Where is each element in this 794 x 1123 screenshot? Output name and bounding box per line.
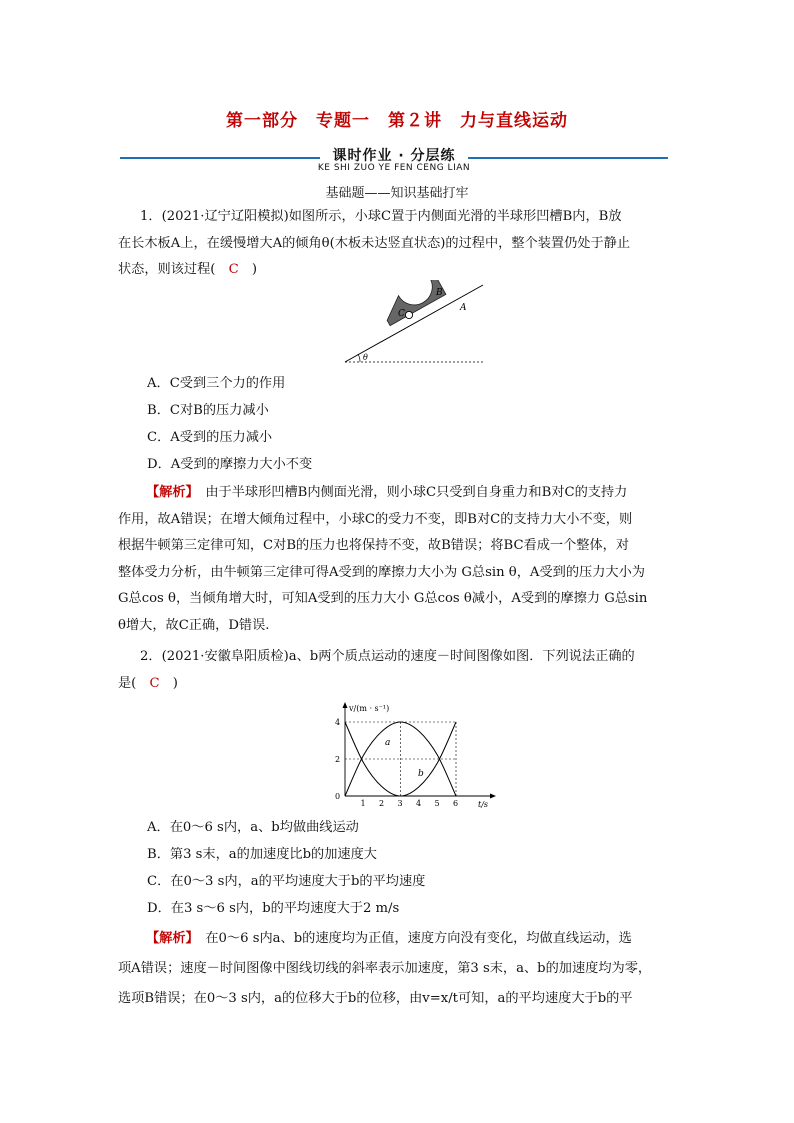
- banner-subtitle: KE SHI ZUO YE FEN CENG LIAN: [317, 163, 471, 173]
- q1-analysis-line-3: 根据牛顿第三定律可知，C对B的压力也将保持不变，故B错误；将BC看成一个整体，对: [118, 538, 630, 553]
- y-axis-arrow: [343, 702, 348, 708]
- q2-line-1: 2．(2021·安徽阜阳质检)a、b两个质点运动的速度－时间图像如图．下列说法正确的: [140, 649, 635, 664]
- x-tick-labels: [361, 799, 459, 808]
- x-tick-label: 2: [379, 799, 385, 808]
- q1-analysis-line-4: 整体受力分析，由牛顿第三定律可得A受到的摩擦力大小为 G总sin θ，A受到的压力大小为: [118, 564, 645, 580]
- q1-option-d: D．A受到的摩擦力大小不变: [147, 457, 313, 472]
- q1-option-c: C．A受到的压力减小: [147, 430, 273, 445]
- q2-analysis-line-2: 项A错误；速度－时间图像中图线切线的斜率表示加速度，第3 s末，a、b的加速度均为零，: [118, 961, 652, 976]
- x-axis-label: t/s: [478, 800, 489, 809]
- q1-analysis-line-6: θ增大，故C正确，D错误.: [118, 617, 270, 633]
- q2-option-d: D．在3 s～6 s内，b的平均速度大于2 m/s: [147, 901, 400, 916]
- y-tick-label: 2: [335, 755, 341, 764]
- q1-analysis-line-5: G总cos θ，当倾角增大时，可知A受到的压力大小 G总cos θ减小，A受到的摩擦力 G总sin: [118, 591, 648, 606]
- q1-stem: [118, 204, 678, 284]
- q2-stem: [118, 644, 678, 697]
- q1-analysis-tag: 【解析】: [146, 485, 193, 500]
- q1-analysis: [118, 480, 678, 639]
- series-label-b: b: [418, 769, 424, 779]
- q1-line-3-post: ): [238, 262, 258, 277]
- homework-banner: [120, 145, 668, 177]
- y-tick-label: 0: [335, 792, 341, 801]
- page-title: 第一部分 专题一 第２讲 力与直线运动: [226, 111, 568, 131]
- q1-analysis-text-1: 由于半球形凹槽B内侧面光滑，则小球C只受到自身重力和B对C的支持力: [192, 485, 628, 500]
- y-tick-labels: [335, 718, 340, 801]
- q2-option-b: B．第3 s末，a的加速度比b的加速度大: [147, 847, 377, 862]
- series-label-a: a: [385, 738, 391, 748]
- q2-analysis: [118, 924, 678, 1014]
- q2-analysis-tag: 【解析】: [146, 931, 193, 946]
- q2-option-c: C．在0～3 s内，a的平均速度大于b的平均速度: [147, 874, 426, 889]
- y-tick-label: 4: [335, 718, 341, 727]
- x-tick-label: 3: [397, 799, 403, 808]
- board-a-line: [345, 285, 483, 362]
- x-axis-arrow: [490, 794, 496, 799]
- q1-incline-figure: [340, 280, 490, 370]
- x-tick-label: 1: [360, 799, 366, 808]
- label-a: A: [460, 303, 467, 313]
- q2-vt-chart: [320, 700, 500, 810]
- label-b: B: [436, 288, 443, 298]
- label-theta: θ: [363, 353, 368, 362]
- label-c: C: [398, 309, 405, 319]
- q2-analysis-text-1: 在0～6 s内a、b的速度均为正值，速度方向没有变化，均做直线运动，选: [192, 931, 632, 946]
- q1-line-2: 在长木板A上，在缓慢增大A的倾角θ(木板未达竖直状态)的过程中，整个装置仍处于静止: [118, 235, 631, 251]
- x-tick-label: 5: [434, 799, 440, 808]
- q1-option-b: B．C对B的压力减小: [147, 403, 269, 418]
- ball-c: [405, 311, 412, 318]
- q1-analysis-line-2: 作用，故A错误；在增大倾角过程中，小球C的受力不变，即B对C的支持力大小不变，则: [118, 511, 633, 527]
- x-tick-label: 6: [453, 799, 459, 808]
- q2-answer: C: [149, 675, 160, 691]
- q1-line-1: 1．(2021·辽宁辽阳模拟)如图所示，小球C置于内侧面光滑的半球形凹槽B内，B放: [140, 209, 622, 224]
- q1-answer: C: [228, 262, 239, 277]
- q2-analysis-line-3: 选项B错误；在0～3 s内，a的位移大于b的位移，由v=x/t可知，a的平均速度大于b的平: [118, 991, 633, 1006]
- banner-title: 课时作业 · 分层练: [332, 148, 456, 164]
- section-title: 基础题——知识基础打牢: [325, 186, 469, 201]
- x-tick-label: 4: [416, 799, 422, 808]
- q2-analysis-line-1: [118, 924, 678, 954]
- q1-line-3-pre: 状态，则该过程(: [118, 262, 229, 277]
- q1-option-a: A．C受到三个力的作用: [147, 376, 286, 391]
- theta-arc: [358, 354, 360, 362]
- y-axis-label: v/(m · s⁻¹): [349, 704, 390, 713]
- q1-analysis-line-1: [118, 480, 678, 507]
- q2-line-2-post: ): [159, 675, 178, 691]
- q2-option-a: A．在0～6 s内，a、b均做曲线运动: [147, 820, 359, 835]
- q2-line-2: [118, 671, 678, 698]
- q2-line-2-pre: 是(: [118, 675, 150, 691]
- groove-b: [379, 280, 446, 326]
